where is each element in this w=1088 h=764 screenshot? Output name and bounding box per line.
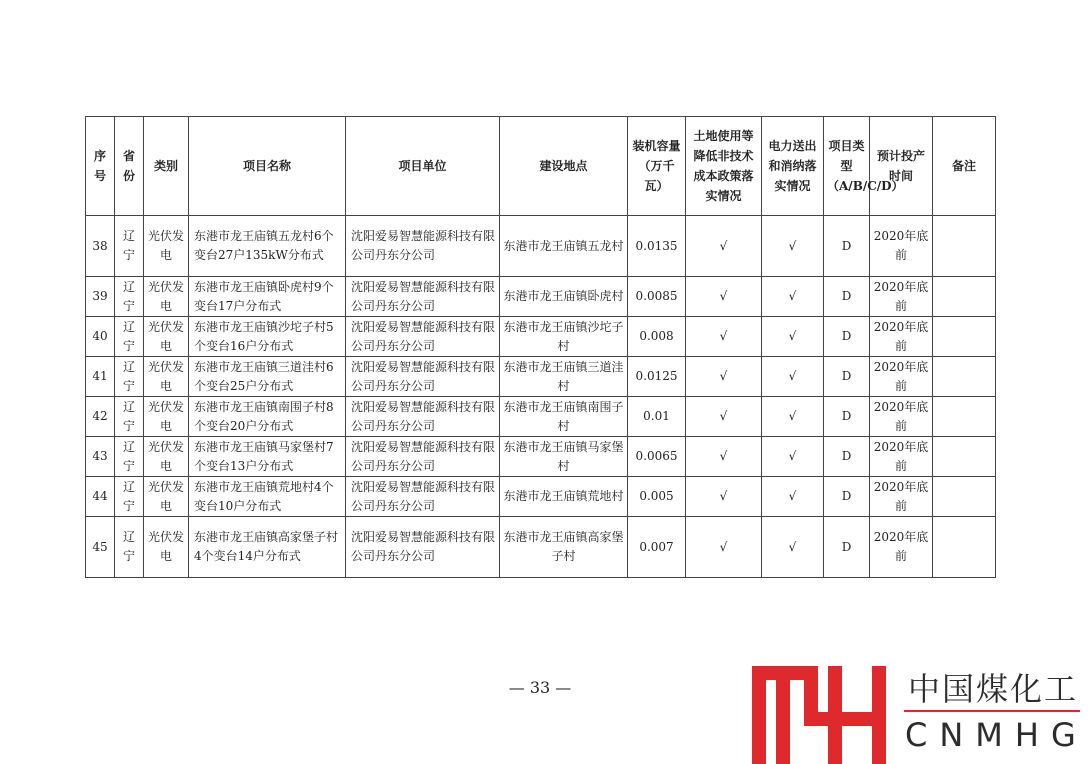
cell-name: 东港市龙王庙镇沙坨子村5个变台16户分布式 [189,317,346,357]
cell-type: D [824,357,870,397]
header-province: 省份 [115,117,144,216]
cell-type: D [824,477,870,517]
cell-name: 东港市龙王庙镇高家堡子村4个变台14户分布式 [189,517,346,578]
cell-time: 2020年底前 [870,357,933,397]
cell-unit: 沈阳爱易智慧能源科技有限公司丹东分公司 [346,317,500,357]
cell-capacity: 0.008 [628,317,686,357]
cell-no: 40 [86,317,115,357]
cell-power: √ [762,517,824,578]
cell-province: 辽宁 [115,517,144,578]
cell-unit: 沈阳爱易智慧能源科技有限公司丹东分公司 [346,357,500,397]
cell-no: 42 [86,397,115,437]
cell-land: √ [686,317,762,357]
cell-location: 东港市龙王庙镇卧虎村 [500,277,628,317]
cell-land: √ [686,517,762,578]
cell-land: √ [686,477,762,517]
cell-time: 2020年底前 [870,277,933,317]
cell-name: 东港市龙王庙镇荒地村4个变台10户分布式 [189,477,346,517]
cell-name: 东港市龙王庙镇马家堡村7个变台13户分布式 [189,437,346,477]
cell-land: √ [686,277,762,317]
cell-location: 东港市龙王庙镇马家堡村 [500,437,628,477]
table-row [86,317,996,357]
cell-time: 2020年底前 [870,477,933,517]
cell-unit: 沈阳爱易智慧能源科技有限公司丹东分公司 [346,397,500,437]
cell-note [933,317,996,357]
cell-land: √ [686,216,762,277]
cell-location: 东港市龙王庙镇五龙村 [500,216,628,277]
cell-power: √ [762,477,824,517]
cell-no: 43 [86,437,115,477]
cell-category: 光伏发电 [144,277,189,317]
cell-note [933,477,996,517]
cell-unit: 沈阳爱易智慧能源科技有限公司丹东分公司 [346,437,500,477]
cell-location: 东港市龙王庙镇高家堡子村 [500,517,628,578]
cell-note [933,397,996,437]
header-capacity: 装机容量（万千瓦） [628,117,686,216]
header-project-type: 项目类型（A/B/C/D） [824,117,870,216]
cell-power: √ [762,216,824,277]
table-row [86,216,996,277]
cell-name: 东港市龙王庙镇五龙村6个变台27户135kW分布式 [189,216,346,277]
cell-land: √ [686,357,762,397]
cell-capacity: 0.007 [628,517,686,578]
cell-note [933,277,996,317]
cell-type: D [824,437,870,477]
cell-type: D [824,517,870,578]
cell-type: D [824,277,870,317]
cell-province: 辽宁 [115,216,144,277]
table-row [86,397,996,437]
cell-note [933,517,996,578]
cell-type: D [824,216,870,277]
cell-unit: 沈阳爱易智慧能源科技有限公司丹东分公司 [346,277,500,317]
cell-note [933,216,996,277]
cell-power: √ [762,357,824,397]
cell-province: 辽宁 [115,437,144,477]
page-number: — 33 — [508,678,572,697]
cell-category: 光伏发电 [144,477,189,517]
cell-name: 东港市龙王庙镇三道洼村6个变台25户分布式 [189,357,346,397]
logo-english-text: CNMHG [905,716,1088,754]
header-project-unit: 项目单位 [346,117,500,216]
cell-location: 东港市龙王庙镇荒地村 [500,477,628,517]
cell-no: 38 [86,216,115,277]
cell-category: 光伏发电 [144,517,189,578]
header-row [86,117,996,216]
cell-unit: 沈阳爱易智慧能源科技有限公司丹东分公司 [346,216,500,277]
cell-category: 光伏发电 [144,397,189,437]
cell-category: 光伏发电 [144,216,189,277]
header-project-name: 项目名称 [189,117,346,216]
cell-location: 东港市龙王庙镇沙坨子村 [500,317,628,357]
cell-no: 41 [86,357,115,397]
cell-capacity: 0.0065 [628,437,686,477]
cell-province: 辽宁 [115,357,144,397]
cell-power: √ [762,317,824,357]
cell-unit: 沈阳爱易智慧能源科技有限公司丹东分公司 [346,517,500,578]
table-row [86,517,996,578]
cell-name: 东港市龙王庙镇南围子村8个变台20户分布式 [189,397,346,437]
cell-province: 辽宁 [115,477,144,517]
logo-chinese-text: 中国煤化工 [908,670,1079,708]
cell-land: √ [686,397,762,437]
cell-power: √ [762,437,824,477]
cell-capacity: 0.01 [628,397,686,437]
cell-note [933,357,996,397]
cell-category: 光伏发电 [144,437,189,477]
cell-land: √ [686,437,762,477]
cell-type: D [824,317,870,357]
cell-no: 39 [86,277,115,317]
cell-power: √ [762,397,824,437]
cell-time: 2020年底前 [870,397,933,437]
cell-no: 45 [86,517,115,578]
cell-capacity: 0.0135 [628,216,686,277]
cell-location: 东港市龙王庙镇南围子村 [500,397,628,437]
cell-province: 辽宁 [115,317,144,357]
cell-note [933,437,996,477]
cell-type: D [824,397,870,437]
cell-category: 光伏发电 [144,357,189,397]
header-expected-time: 预计投产时间 [870,117,933,216]
cell-power: √ [762,277,824,317]
header-serial: 序号 [86,117,115,216]
header-note: 备注 [933,117,996,216]
cell-capacity: 0.0125 [628,357,686,397]
cell-province: 辽宁 [115,277,144,317]
cell-time: 2020年底前 [870,517,933,578]
project-table [85,116,996,578]
table-row [86,437,996,477]
logo-mark [752,666,886,764]
cell-location: 东港市龙王庙镇三道洼村 [500,357,628,397]
cell-category: 光伏发电 [144,317,189,357]
cell-capacity: 0.0085 [628,277,686,317]
cell-name: 东港市龙王庙镇卧虎村9个变台17户分布式 [189,277,346,317]
table-row [86,277,996,317]
table-row [86,357,996,397]
header-location: 建设地点 [500,117,628,216]
header-category: 类别 [144,117,189,216]
cell-time: 2020年底前 [870,216,933,277]
cell-capacity: 0.005 [628,477,686,517]
cell-province: 辽宁 [115,397,144,437]
cell-unit: 沈阳爱易智慧能源科技有限公司丹东分公司 [346,477,500,517]
table-row [86,477,996,517]
cell-time: 2020年底前 [870,317,933,357]
cell-time: 2020年底前 [870,437,933,477]
cell-no: 44 [86,477,115,517]
header-power-delivery: 电力送出和消纳落实情况 [762,117,824,216]
header-land-policy: 土地使用等降低非技术成本政策落实情况 [686,117,762,216]
